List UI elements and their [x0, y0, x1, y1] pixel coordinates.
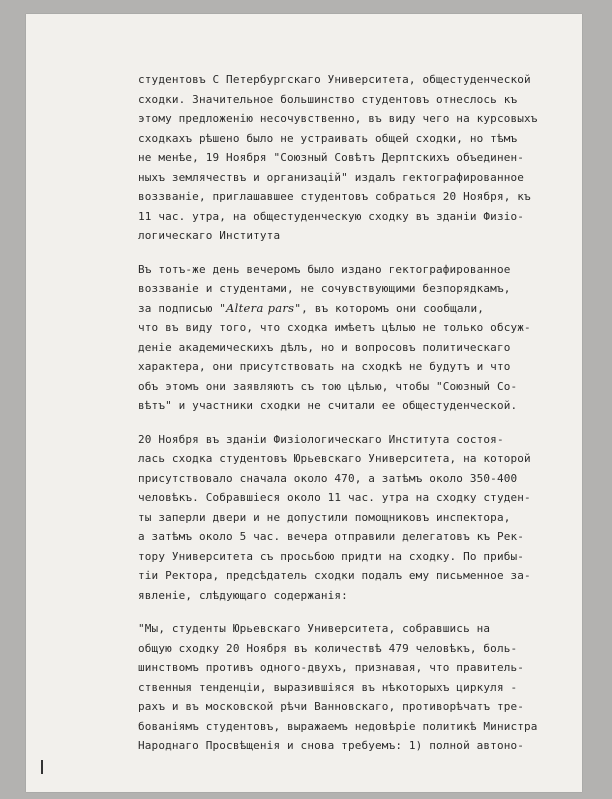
text-line: логическаго Института — [138, 229, 281, 242]
text-line: "Мы, студенты Юрьевскаго Университета, собравшись на — [138, 622, 491, 635]
text-line: рахъ и въ московской рѣчи Ванновскаго, противорѣчатъ тре- — [138, 700, 525, 713]
text-line: Въ тотъ-же день вечеромъ было издано гектографированное — [138, 262, 511, 276]
text-line: не менѣе, 19 Ноября "Союзный Совѣтъ Дерптскихъ объединен- — [138, 151, 525, 164]
text-line: деніе академическихъ дѣлъ, но и вопросовъ политическаго — [138, 340, 511, 354]
text-line: 11 час. утра, на общестуденческую сходку въ зданіи Физіо- — [138, 209, 525, 223]
text-line: сходкахъ рѣшено было не устраивать общей сходки, но тѣмъ — [138, 131, 518, 145]
signature-prefix: за подписью " — [138, 301, 227, 315]
text-line: а затѣмъ около 5 час. вечера отправили делегатовъ къ Рек- — [138, 530, 525, 543]
text-line: общую сходку 20 Ноября въ количествѣ 479 человѣкъ, боль- — [138, 641, 518, 655]
paragraph-gap — [138, 605, 558, 619]
text-line: бованіямъ студентовъ, выражаемъ недовѣріе политикѣ Министра — [138, 719, 538, 733]
text-line: ныхъ землячествъ и организацій" издалъ гектографированное — [138, 170, 525, 184]
document-page — [26, 14, 582, 792]
text-line: присутствовало сначала около 470, а затѣмъ около 350-400 — [138, 471, 518, 485]
text-line: шинствомъ противъ одного-двухъ, признавая, что правитель- — [138, 661, 525, 674]
text-line: вѣтъ" и участники сходки не считали ее общестуденческой. — [138, 399, 518, 412]
text-line: воззваніе и студентами, не сочувствующими безпорядкамъ, — [138, 282, 511, 295]
handwritten-signature: Altera pars — [226, 300, 295, 315]
text-line: студентовъ С Петербургскаго Университета, общестуденческой — [138, 73, 531, 86]
paragraph-gap — [138, 246, 558, 260]
text-line: что въ виду того, что сходка имѣетъ цѣлью не только обсуж- — [138, 321, 531, 334]
text-line: объ этомъ они заявляютъ съ тою цѣлью, чтобы "Союзный Со- — [138, 379, 518, 393]
text-line: Народнаго Просвѣщенія и снова требуемъ: 1) полной автоно- — [138, 739, 525, 752]
scan-margin-mark — [41, 760, 43, 774]
text-line: ственныя тенденціи, выразившіяся въ нѣкоторыхъ циркуля - — [138, 680, 518, 694]
text-line: характера, они присутствовать на сходкѣ не будутъ и что — [138, 360, 511, 373]
text-line: человѣкъ. Собравшіеся около 11 час. утра на сходку студен- — [138, 491, 531, 504]
typewritten-text — [138, 70, 558, 756]
signature-line — [138, 299, 558, 319]
text-line: явленіе, слѣдующаго содержанія: — [138, 588, 348, 602]
text-line: воззваніе, приглашавшее студентовъ собраться 20 Ноября, къ — [138, 190, 531, 203]
text-line: тору Университета съ просьбою придти на сходку. По прибы- — [138, 549, 525, 563]
text-line: лась сходка студентовъ Юрьевскаго Университета, на которой — [138, 452, 531, 465]
text-line: этому предложенію несочувственно, въ виду чего на курсовыхъ — [138, 112, 538, 125]
paragraph-gap — [138, 416, 558, 430]
text-line: ты заперли двери и не допустили помощниковъ инспектора, — [138, 510, 511, 524]
text-line: сходки. Значительное большинство студентовъ отнеслось къ — [138, 92, 518, 106]
text-line: тіи Ректора, предсѣдатель сходки подалъ ему письменное за- — [138, 569, 531, 582]
text-line: 20 Ноября въ зданіи Физіологическаго Института состоя- — [138, 432, 504, 446]
signature-suffix: ", въ которомъ они сообщали, — [294, 301, 485, 315]
